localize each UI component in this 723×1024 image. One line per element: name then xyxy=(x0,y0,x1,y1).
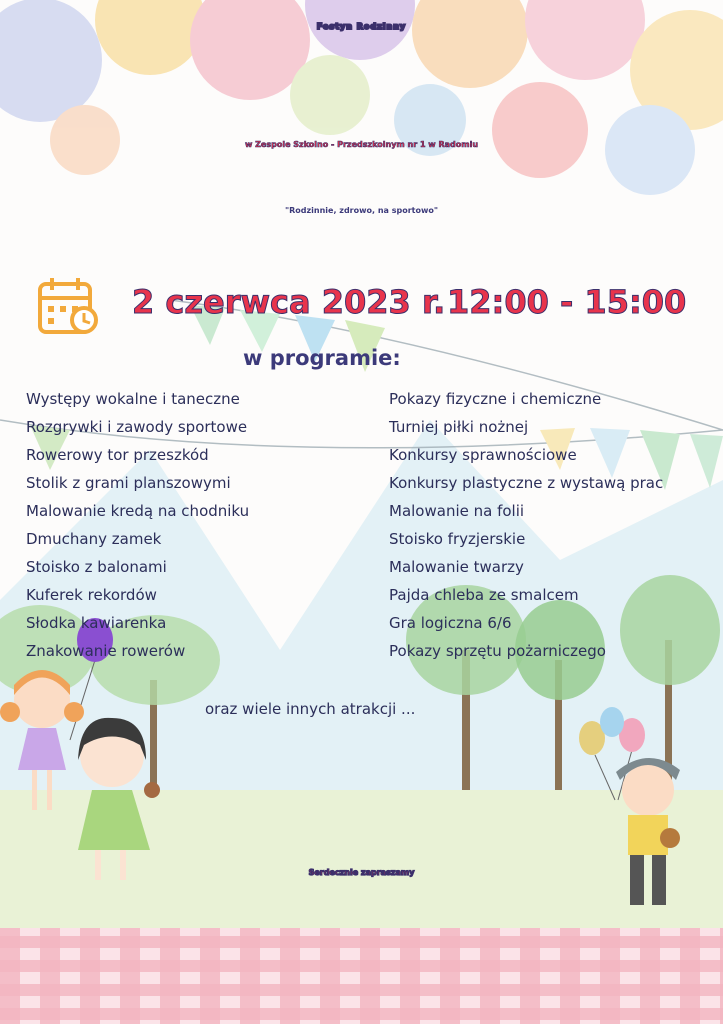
list-item: Konkursy plastyczne z wystawą prac xyxy=(389,474,664,492)
event-date: 2 czerwca 2023 r. xyxy=(132,283,446,321)
list-item: Gra logiczna 6/6 xyxy=(389,614,512,632)
program-heading: w programie: xyxy=(243,346,401,370)
event-time: 12:00 - 15:00 xyxy=(447,283,687,321)
list-item: Pokazy sprzętu pożarniczego xyxy=(389,642,606,660)
list-item: Turniej piłki nożnej xyxy=(389,418,529,436)
list-item: Słodka kawiarenka xyxy=(26,614,167,632)
poster-title: Festyn Rodzinny xyxy=(316,22,407,31)
list-item: Stoisko fryzjerskie xyxy=(389,530,526,548)
more-attractions-note: oraz wiele innych atrakcji ... xyxy=(205,700,416,718)
poster-subtitle: w Zespole Szkolno - Przedszkolnym nr 1 w Radomiu xyxy=(244,140,479,149)
list-item: Pokazy fizyczne i chemiczne xyxy=(389,390,602,408)
poster-motto: "Rodzinnie, zdrowo, na sportowo" xyxy=(284,206,439,215)
list-item: Stolik z grami planszowymi xyxy=(26,474,231,492)
list-item: Konkursy sprawnościowe xyxy=(389,446,577,464)
list-item: Rozgrywki i zawody sportowe xyxy=(26,418,248,436)
list-item: Znakowanie rowerów xyxy=(26,642,186,660)
tablecloth-decoration xyxy=(0,928,723,1024)
list-item: Malowanie na folii xyxy=(389,502,525,520)
list-item: Rowerowy tor przeszkód xyxy=(26,446,209,464)
list-item: Kuferek rekordów xyxy=(26,586,157,604)
list-item: Dmuchany zamek xyxy=(26,530,162,548)
invitation-text: Serdecznie zapraszamy xyxy=(308,868,415,877)
list-item: Występy wokalne i taneczne xyxy=(26,390,240,408)
calendar-clock-icon xyxy=(40,278,96,332)
list-item: Malowanie kredą na chodniku xyxy=(26,502,250,520)
list-item: Malowanie twarzy xyxy=(389,558,524,576)
list-item: Stoisko z balonami xyxy=(26,558,167,576)
list-item: Pajda chleba ze smalcem xyxy=(389,586,579,604)
